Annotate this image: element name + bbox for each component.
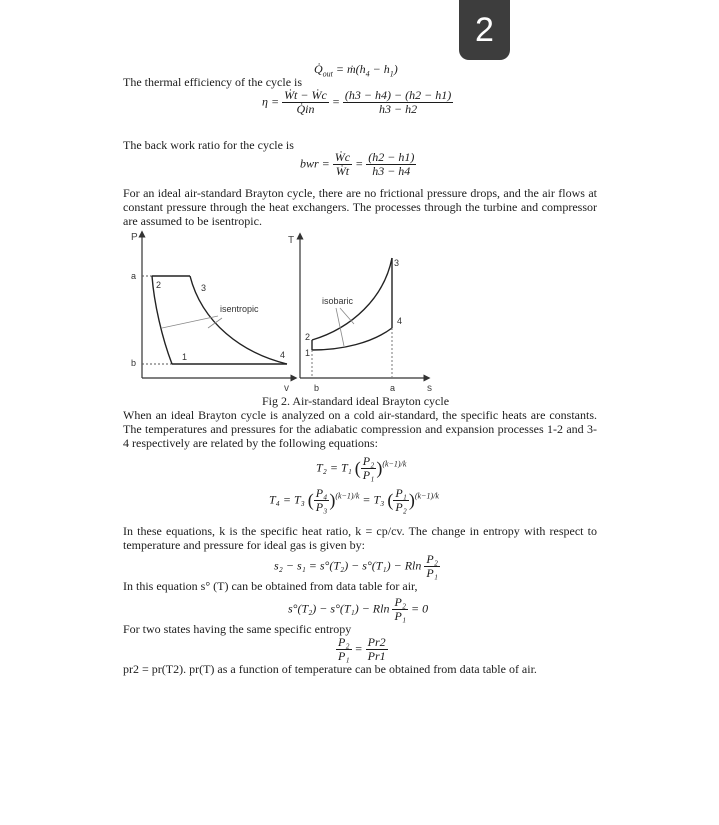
ts-diagram [288, 235, 432, 394]
pv-point-2: 2 [156, 280, 162, 290]
equation-q-out: $Q̇_{out}$ = $ṁ(h_4 - h_1)$ [314, 62, 398, 79]
pv-process-1-2 [152, 276, 172, 364]
equation-pr-ratio: $\frac{\text{P₂}}{\text{P₁}}$ = $\frac{Pr2}{Pr1}$ [338, 635, 386, 663]
ts-label-a: a [390, 383, 396, 393]
page-number-badge [459, 0, 510, 60]
equation-entropy-change: s₂ − s₁ = s°(T₂) − s°(T₁) − Rln $\frac{\text{P₂}}{\text{P₁}}$ [274, 552, 438, 580]
equation-bwr: bwr = $\frac{\text{Ẇc}}{\text{Ẇt}}$ = $\frac{(h2 - h1)}{h3 - h4}$ [300, 150, 415, 178]
ts-process-4-1 [312, 328, 392, 350]
pv-point-1: 1 [182, 352, 188, 362]
page-number: 2 [475, 10, 494, 49]
pv-point-4: 4 [280, 350, 286, 360]
text-ideal-brayton: For an ideal air-standard Brayton cycle, there are no frictional pressure drops, and the air flows at constant pressure through the heat exchangers. The processes through the turbine and compressor are assumed to be isentropic. [123, 186, 597, 228]
text-specific-heat-ratio: In these equations, k is the specific heat ratio, k = cp/cv. The change in entropy with respect to temperature and pressure for ideal gas is given by: [123, 524, 597, 552]
pv-y-label: P [131, 232, 138, 243]
pv-diagram [131, 232, 294, 394]
ts-point-1: 1 [305, 348, 311, 358]
ts-point-4: 4 [397, 316, 403, 326]
ts-y-label: T [288, 235, 295, 246]
figure-caption: Fig 2. Air-standard ideal Brayton cycle [262, 394, 450, 408]
brayton-cycle-figure [122, 228, 452, 398]
equation-efficiency: η = $\frac{\text{Ẇt − Ẇc}}{Q̇in}$ = $\frac{(h3 - h4) - (h2 - h1)}{h3 - h2}$ [262, 88, 452, 116]
pv-point-3: 3 [201, 283, 207, 293]
ts-x-label: s [427, 383, 432, 394]
pv-label-a: a [131, 271, 137, 281]
pv-label-b: b [131, 358, 137, 368]
text-pr-table: pr2 = pr(T2). pr(T) as a function of temperature can be obtained from data table of air. [123, 662, 537, 676]
text-s0-table: In this equation s° (T) can be obtained from data table for air, [123, 579, 418, 593]
pv-isentropic-label: isentropic [220, 304, 259, 314]
text-back-work-ratio: The back work ratio for the cycle is [123, 138, 294, 152]
text-two-states: For two states having the same specific entropy [123, 622, 352, 636]
pv-x-label: v [284, 383, 289, 394]
ts-isobaric-label: isobaric [322, 296, 354, 306]
ts-point-3: 3 [394, 258, 400, 268]
text-thermal-efficiency: The thermal efficiency of the cycle is [123, 75, 303, 89]
text-cold-air-standard: When an ideal Brayton cycle is analyzed on a cold air-standard, the specific heats are constants. The temperatures and pressures for the adiabatic compression and expansion processes 1-2 and 3-4 respectively are related by the following equations: [123, 408, 597, 450]
ts-label-b: b [314, 383, 320, 393]
ts-point-2: 2 [305, 332, 311, 342]
equation-t4: T₄ = T₃ ( $\frac{\text{P₄}}{\text{P₃}}$ )$^{(k-1)/k}$ = T₃ ( $\frac{\text{P₁}}{\text{P₂}}$ )$^{(k-1)/k}$ [269, 486, 439, 514]
equation-t2: T₂ = T₁ ( $\frac{\text{P₂}}{\text{P₁}}$ )$^{(k-1)/k}$ [316, 454, 407, 482]
equation-s0: s°(T₂) − s°(T₁) − Rln $\frac{\text{P₂}}{\text{P₁}}$ = 0 [288, 595, 429, 623]
